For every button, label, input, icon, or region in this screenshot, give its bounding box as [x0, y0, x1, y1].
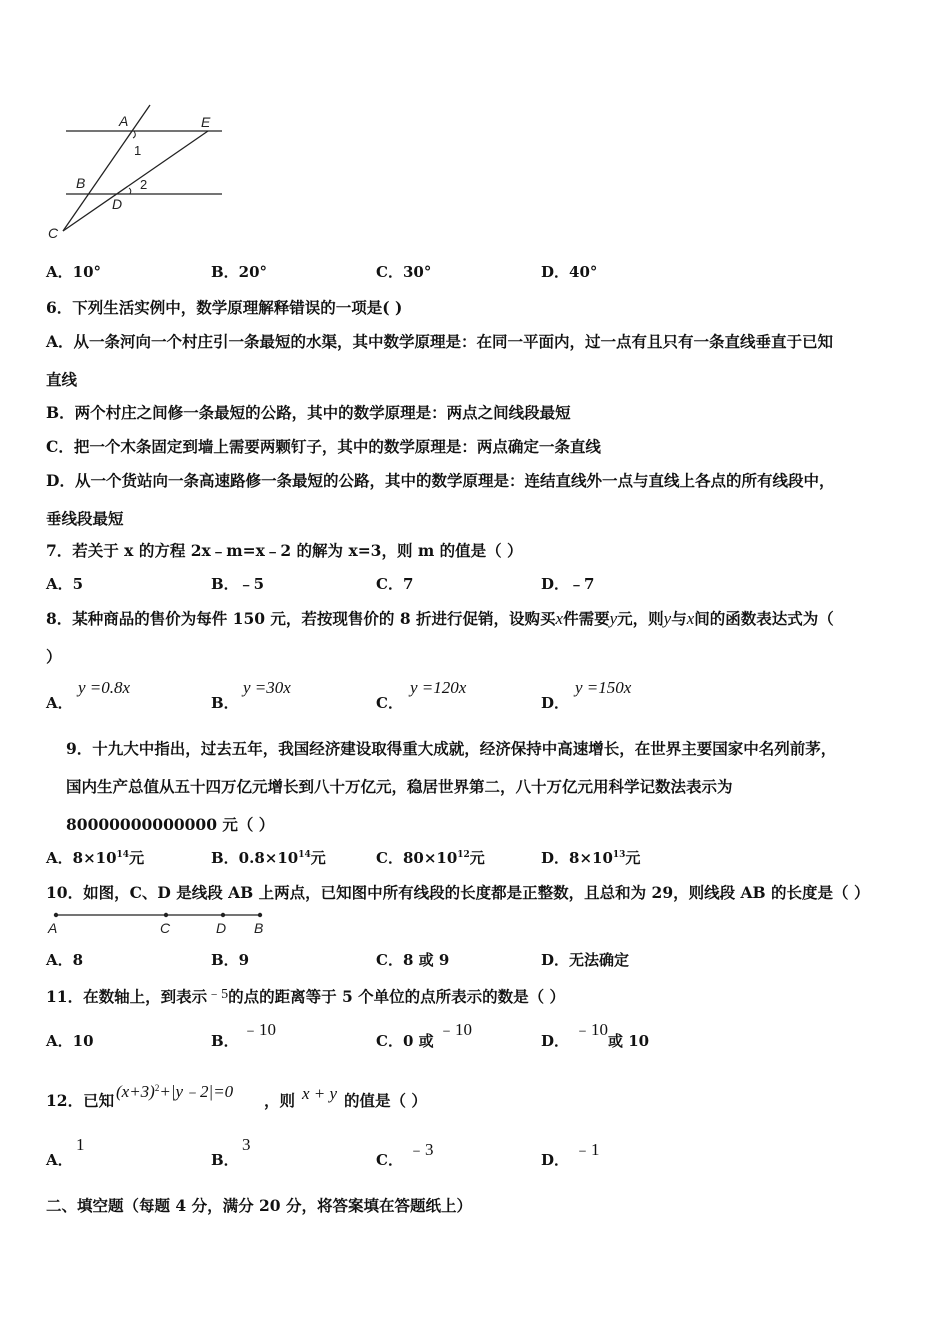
label-1: 1 [134, 143, 142, 158]
q12-option-a-val[interactable]: 1 [76, 1135, 85, 1154]
q8-var-y: y [609, 609, 618, 628]
q12-option-d-letter[interactable]: D． [541, 1151, 570, 1169]
q8-stem-end: ） [46, 647, 62, 666]
q9-stem-line3: 80000000000000 元（ ） [66, 815, 275, 834]
segment-ab-figure [46, 908, 286, 938]
q9-option-c-exp: 12 [457, 850, 470, 860]
q12-expr-paren: (x+3) [116, 1082, 155, 1101]
point-d [221, 913, 225, 917]
q9-option-a-exp: 14 [116, 850, 130, 860]
q11-option-d-post[interactable]: 或 10 [608, 1032, 650, 1050]
q11-option-b-letter[interactable]: B． [211, 1032, 239, 1050]
q11-option-d-val[interactable]: ﹣10 [574, 1020, 608, 1039]
q12-stem-a: 12．已知 [46, 1091, 115, 1110]
q7-option-d[interactable]: D．﹣7 [541, 575, 595, 593]
q7-option-c[interactable]: C．7 [376, 575, 414, 593]
q12-expr-rest: +|y﹣2|=0 [159, 1082, 234, 1101]
q9-option-a-pre: A．8×10 [46, 849, 117, 867]
q8-option-d-expr[interactable]: y =150x [575, 678, 632, 697]
q8-stem-a: 8．某种商品的售价为每件 150 元，若按现售价的 8 折进行促销，设购买 [46, 609, 556, 628]
q12-expr2: x + y [302, 1084, 338, 1103]
q5-option-d[interactable]: D．40° [541, 263, 598, 281]
q8-option-c-letter[interactable]: C． [376, 694, 403, 712]
seg-label-d: D [216, 920, 227, 936]
q9-option-d-pre: D．8×10 [541, 849, 613, 867]
q11-stem-a: 11．在数轴上，到表示 [46, 987, 208, 1006]
q12-option-b-val[interactable]: 3 [242, 1135, 251, 1154]
q8-var-x2: x [686, 609, 695, 628]
q6-option-d-line1[interactable]: D．从一个货站向一条高速路修一条最短的公路，其中的数学原理是：连结直线外一点与直线上各点的所有线段中， [46, 471, 835, 490]
q10-option-d[interactable]: D．无法确定 [541, 951, 630, 969]
q12-option-d-val[interactable]: ﹣1 [574, 1140, 600, 1159]
q8-stem [46, 607, 834, 629]
q9-option-d-post: 元 [625, 849, 641, 867]
q9-option-b-post: 元 [310, 849, 326, 867]
point-b [258, 913, 262, 917]
point-c [164, 913, 168, 917]
q7-option-a[interactable]: A．5 [46, 575, 84, 593]
q8-option-b-expr[interactable]: y =30x [243, 678, 291, 697]
q12-expression [116, 1077, 233, 1102]
q8-option-a-letter[interactable]: A． [46, 694, 73, 712]
q8-stem-e: 间的函数表达式为（ [694, 609, 834, 628]
q6-option-c[interactable]: C．把一个木条固定到墙上需要两颗钉子，其中的数学原理是：两点确定一条直线 [46, 437, 601, 456]
q11-option-d-letter[interactable]: D． [541, 1032, 570, 1050]
q10-stem: 10．如图，C、D 是线段 AB 上两点，已知图中所有线段的长度都是正整数，且总和为 29，则线段 AB 的长度是（ ） [46, 883, 870, 902]
q10-option-c[interactable]: C．8 或 9 [376, 951, 450, 969]
q6-stem: 6．下列生活实例中，数学原理解释错误的一项是( ) [46, 298, 403, 317]
q9-option-b[interactable] [211, 847, 326, 868]
seg-label-b: B [254, 920, 264, 936]
q11-stem-val: ﹣5 [207, 987, 229, 1002]
q7-stem: 7．若关于 x 的方程 2x﹣m=x﹣2 的解为 x=3，则 m 的值是（ ） [46, 541, 523, 560]
q9-option-c-pre: C．80×10 [376, 849, 458, 867]
q12-option-b-letter[interactable]: B． [211, 1151, 239, 1169]
q6-option-a-line1[interactable]: A．从一条河向一个村庄引一条最短的水渠，其中数学原理是：在同一平面内，过一点有且只有一条直线垂直于已知 [46, 332, 834, 351]
q9-option-d-exp: 13 [612, 850, 626, 860]
q9-option-c[interactable] [376, 847, 485, 868]
q10-option-a[interactable]: A．8 [46, 951, 84, 969]
q12-expr-exp: 2 [154, 1083, 160, 1093]
angle-2-arc [129, 188, 131, 194]
q8-var-x: x [555, 609, 564, 628]
angle-1-arc [133, 131, 135, 138]
q11-stem-b: 的点的距离等于 5 个单位的点所表示的数是（ ） [228, 987, 566, 1006]
q9-option-d[interactable] [541, 847, 640, 868]
q9-option-c-post: 元 [469, 849, 485, 867]
line-ca [63, 105, 150, 231]
q11-option-a[interactable]: A．10 [46, 1032, 94, 1050]
q5-option-b[interactable]: B．20° [211, 263, 268, 281]
q12-option-a-letter[interactable]: A． [46, 1151, 73, 1169]
q6-option-d-line2: 垂线段最短 [46, 509, 124, 528]
q7-option-b[interactable]: B．﹣5 [211, 575, 265, 593]
label-e: E [201, 114, 211, 130]
section-2-title: 二、填空题（每题 4 分，满分 20 分，将答案填在答题纸上） [46, 1196, 472, 1215]
q12-stem-b: ，则 [264, 1091, 296, 1110]
q10-option-b[interactable]: B．9 [211, 951, 250, 969]
q9-option-b-exp: 14 [298, 850, 311, 860]
q9-option-a[interactable] [46, 847, 144, 868]
label-d: D [112, 196, 123, 212]
q9-stem-line2: 国内生产总值从五十四万亿元增长到八十万亿元，稳居世界第二，八十万亿元用科学记数法表示为 [66, 777, 733, 796]
point-a [54, 913, 58, 917]
q9-stem-line1: 9．十九大中指出，过去五年，我国经济建设取得重大成就，经济保持中高速增长，在世界主要国家中名列前茅， [66, 739, 837, 758]
q11-option-c-pre[interactable]: C．0 或 [376, 1032, 434, 1050]
q12-option-c-letter[interactable]: C． [376, 1151, 403, 1169]
q12-option-c-val[interactable]: ﹣3 [408, 1140, 434, 1159]
q11-stem [46, 983, 565, 1007]
seg-label-c: C [160, 920, 171, 936]
q12-stem-c: 的值是（ ） [344, 1091, 427, 1110]
q6-option-a-line2: 直线 [46, 370, 78, 389]
q8-stem-c: 元，则 [617, 609, 664, 628]
q8-option-b-letter[interactable]: B． [211, 694, 239, 712]
q9-option-b-pre: B．0.8×10 [211, 849, 299, 867]
q11-option-c-val[interactable]: ﹣10 [438, 1020, 472, 1039]
seg-label-a: A [48, 920, 58, 936]
q9-option-a-post: 元 [129, 849, 145, 867]
q8-stem-d: 与 [671, 609, 687, 628]
label-c: C [48, 225, 59, 241]
q8-stem-b: 件需要 [563, 609, 610, 628]
q8-option-a-expr[interactable]: y =0.8x [78, 678, 131, 697]
label-2: 2 [140, 177, 148, 192]
parallel-lines-figure [44, 100, 234, 245]
q8-option-d-letter[interactable]: D． [541, 694, 570, 712]
label-a: A [119, 113, 129, 129]
q11-option-b-val[interactable]: ﹣10 [242, 1020, 276, 1039]
label-b: B [76, 175, 86, 191]
q5-option-a[interactable]: A．10° [46, 263, 102, 281]
q8-var-y2: y [663, 609, 672, 628]
q5-option-c[interactable]: C．30° [376, 263, 432, 281]
q8-option-c-expr[interactable]: y =120x [410, 678, 467, 697]
q6-option-b[interactable]: B．两个村庄之间修一条最短的公路，其中的数学原理是：两点之间线段最短 [46, 403, 571, 422]
